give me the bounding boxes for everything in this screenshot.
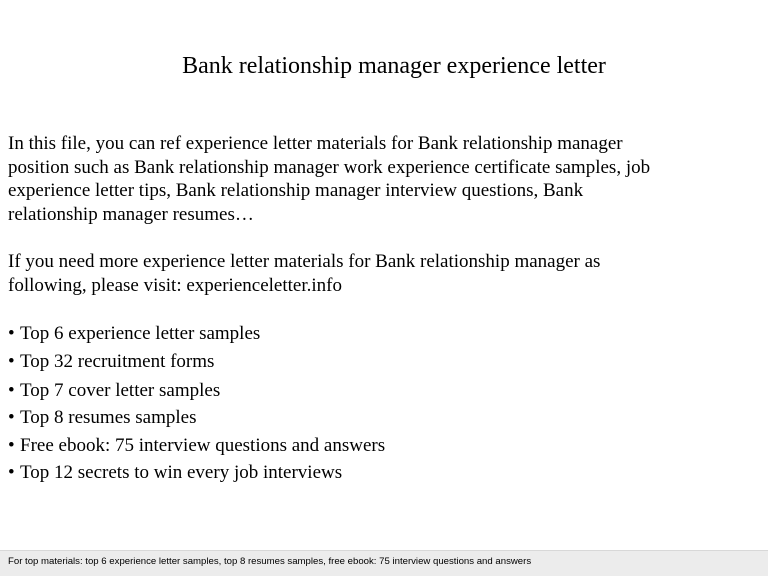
list-item — [8, 432, 385, 460]
bullet-icon: • — [8, 379, 15, 401]
list-item — [8, 404, 385, 432]
list-item-label: Top 7 cover letter samples — [20, 379, 221, 401]
list-item-label: Top 32 recruitment forms — [20, 350, 215, 372]
visit-line: following, please visit: experienceletter.info — [8, 274, 342, 296]
bullet-icon: • — [8, 323, 15, 344]
list-item-label: Top 8 resumes samples — [20, 407, 197, 428]
list-item — [8, 377, 385, 405]
materials-list — [8, 320, 385, 487]
bullet-icon: • — [8, 434, 15, 456]
footer-text: For top materials: top 6 experience letter samples, top 8 resumes samples, free ebook: 75 interview questions and answers — [8, 556, 532, 567]
page-title: Bank relationship manager experience letter — [182, 53, 606, 79]
visit-paragraph — [8, 250, 760, 297]
bullet-icon: • — [8, 407, 15, 428]
list-item-label: Top 6 experience letter samples — [20, 323, 261, 344]
list-item — [8, 348, 385, 377]
intro-paragraph — [8, 132, 760, 226]
bullet-icon: • — [8, 462, 15, 483]
intro-line: relationship manager resumes… — [8, 203, 254, 225]
list-item-label: Top 12 secrets to win every job interviews — [20, 462, 343, 483]
intro-line: position such as Bank relationship manager work experience certificate samples, job — [8, 156, 651, 178]
visit-line: If you need more experience letter materials for Bank relationship manager as — [8, 251, 601, 272]
intro-line: In this file, you can ref experience letter materials for Bank relationship manager — [8, 133, 623, 154]
list-item-label: Free ebook: 75 interview questions and answers — [20, 434, 386, 456]
footer-bar — [0, 550, 768, 576]
list-item — [8, 320, 385, 348]
list-item — [8, 459, 385, 487]
bullet-icon: • — [8, 350, 15, 372]
intro-line: experience letter tips, Bank relationship manager interview questions, Bank — [8, 180, 584, 201]
